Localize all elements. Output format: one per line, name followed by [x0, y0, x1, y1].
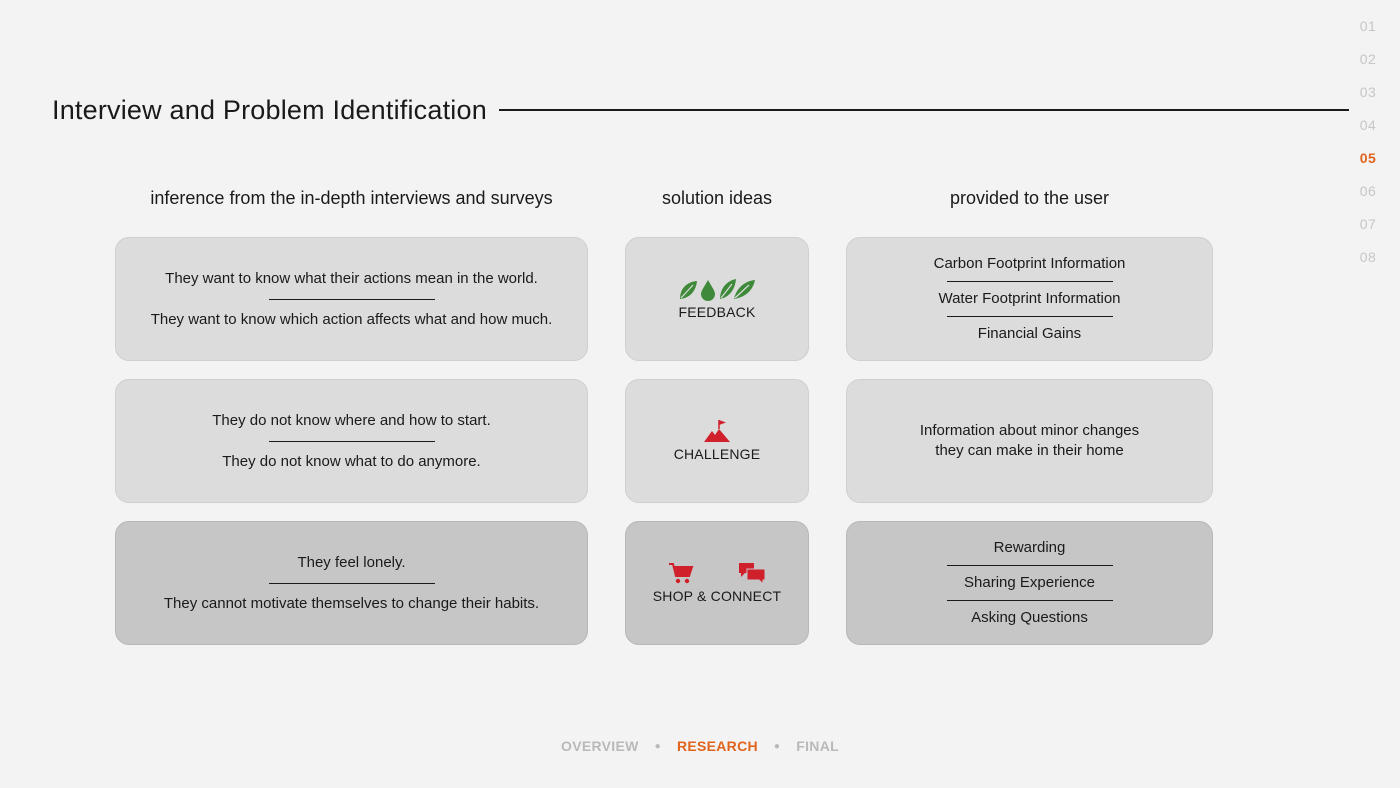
- divider: [269, 583, 435, 584]
- provided-item: they can make in their home: [935, 442, 1124, 459]
- solution-card-shop-connect: [625, 521, 809, 645]
- provided-item: Carbon Footprint Information: [933, 255, 1126, 272]
- solution-heading: solution ideas: [661, 188, 773, 208]
- shop-connect-icons: [668, 561, 766, 585]
- solution-card-challenge: [625, 379, 809, 503]
- challenge-icons: [703, 419, 731, 443]
- page-number-nav: [1348, 16, 1388, 280]
- provided-item: Information about minor changes: [919, 422, 1140, 439]
- nav-overview[interactable]: OVERVIEW: [561, 738, 639, 754]
- solution-label: FEEDBACK: [678, 304, 756, 320]
- divider: [269, 299, 435, 300]
- page-number-04[interactable]: 04: [1359, 117, 1377, 133]
- inference-text: They want to know which action affects what and how much.: [150, 310, 553, 328]
- page-number-06[interactable]: 06: [1359, 183, 1377, 199]
- inference-card-3: [115, 521, 588, 645]
- provided-card-3: [846, 521, 1213, 645]
- divider: [947, 281, 1113, 282]
- page-number-08[interactable]: 08: [1359, 249, 1377, 265]
- water-drop-icon: [700, 279, 716, 301]
- inference-text: They do not know what to do anymore.: [222, 452, 481, 470]
- page-number-03[interactable]: 03: [1359, 84, 1377, 100]
- solution-label: SHOP & CONNECT: [652, 588, 782, 604]
- provided-item: Asking Questions: [971, 609, 1088, 626]
- provided-heading: provided to the user: [949, 188, 1110, 208]
- section-nav: [0, 738, 1400, 754]
- solution-label: CHALLENGE: [673, 446, 761, 462]
- inference-text: They want to know what their actions mean in the world.: [165, 269, 538, 287]
- nav-research[interactable]: RESEARCH: [676, 738, 758, 754]
- title-row: [52, 90, 1349, 130]
- divider: [947, 600, 1113, 601]
- shopping-cart-icon: [668, 561, 694, 585]
- inference-heading: inference from the in-depth interviews and surveys: [150, 188, 553, 208]
- divider: [269, 441, 435, 442]
- inference-card-2: [115, 379, 588, 503]
- divider: [947, 565, 1113, 566]
- provided-card-1: [846, 237, 1213, 361]
- inference-text: They feel lonely.: [297, 553, 406, 571]
- inference-text: They cannot motivate themselves to change their habits.: [163, 594, 540, 612]
- leaf-icon: [678, 279, 698, 301]
- title-rule: [499, 109, 1349, 111]
- provided-item: Water Footprint Information: [938, 290, 1121, 307]
- chat-bubbles-icon: [738, 561, 766, 585]
- solution-card-feedback: [625, 237, 809, 361]
- page-number-02[interactable]: 02: [1359, 51, 1377, 67]
- nav-separator: ●: [773, 740, 781, 752]
- feedback-icons: [678, 277, 756, 301]
- provided-card-2: [846, 379, 1213, 503]
- provided-item: Financial Gains: [977, 325, 1082, 342]
- divider: [947, 316, 1113, 317]
- provided-item: Rewarding: [993, 539, 1066, 556]
- nav-separator: ●: [654, 740, 661, 752]
- page-number-05[interactable]: 05: [1359, 150, 1377, 166]
- page-number-01[interactable]: 01: [1359, 18, 1377, 34]
- leaves-icon: [718, 277, 756, 301]
- nav-final[interactable]: FINAL: [796, 738, 839, 754]
- page-title: Interview and Problem Identification: [52, 94, 487, 125]
- inference-card-1: [115, 237, 588, 361]
- provided-item: Sharing Experience: [964, 574, 1095, 591]
- inference-text: They do not know where and how to start.: [212, 411, 491, 429]
- mountain-flag-icon: [703, 419, 731, 443]
- page-number-07[interactable]: 07: [1359, 216, 1377, 232]
